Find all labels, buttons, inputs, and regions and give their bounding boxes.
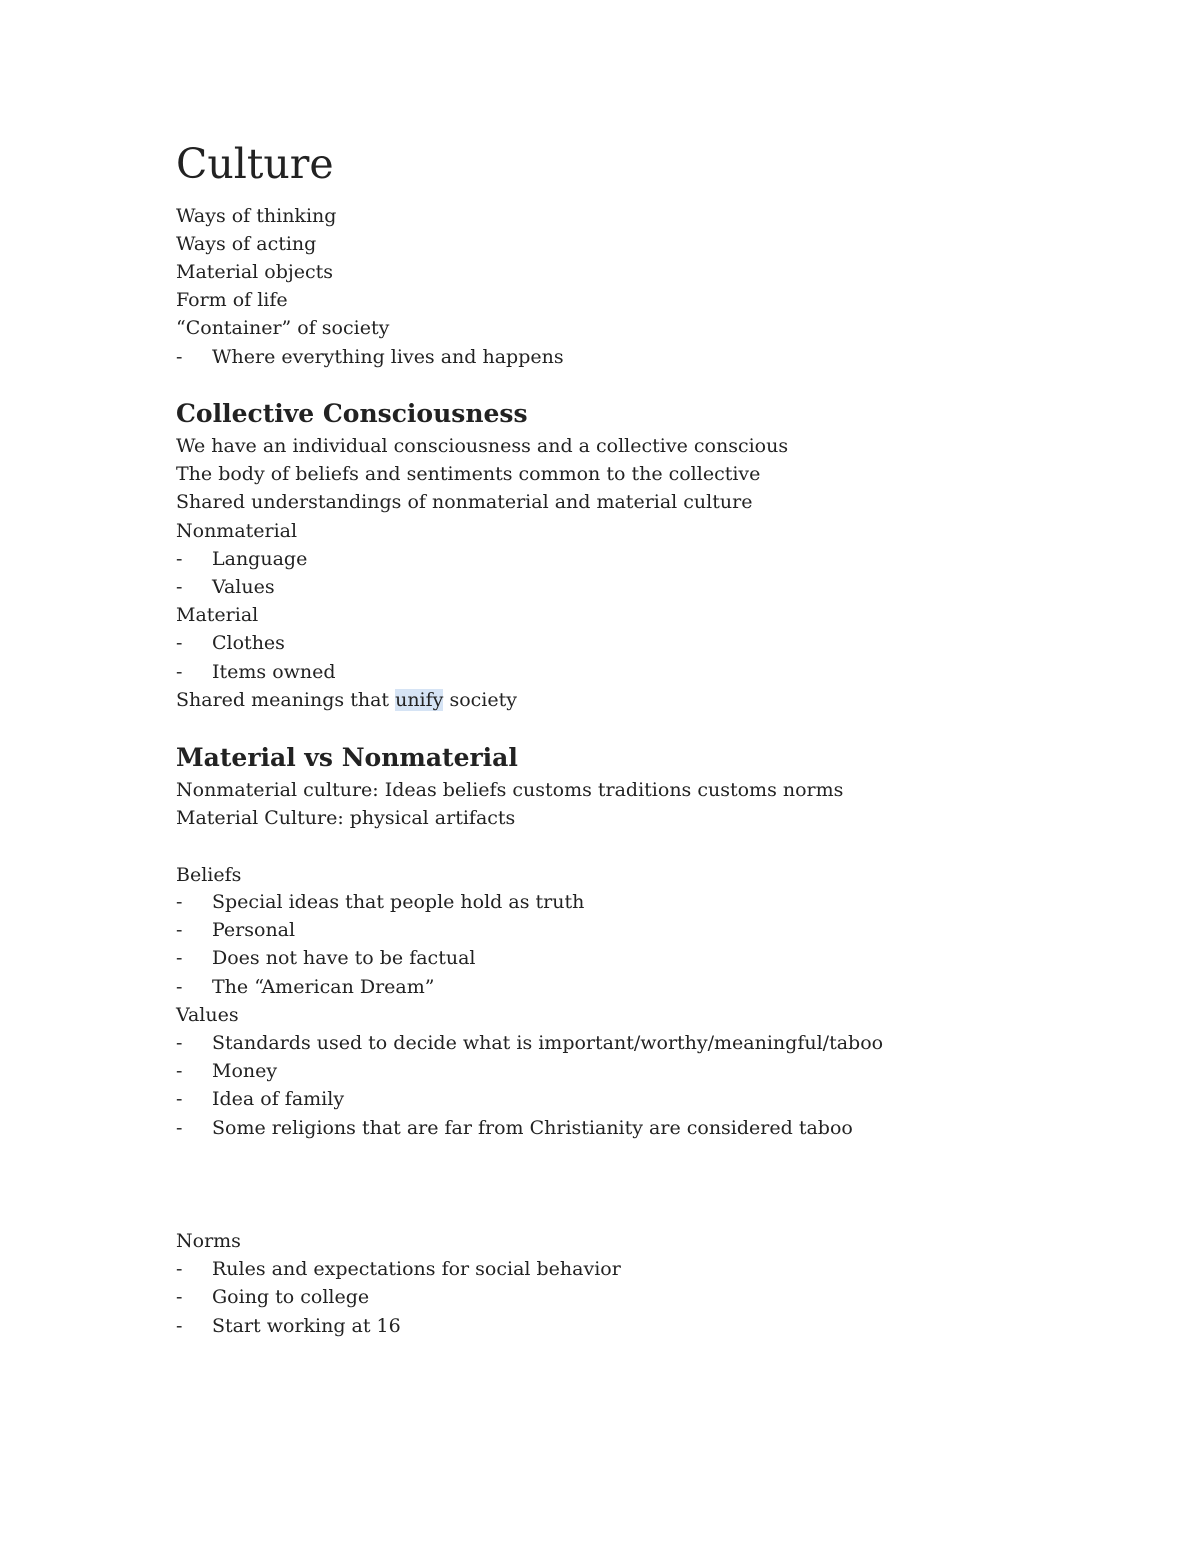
bullet-item bbox=[176, 573, 876, 601]
bullet-item bbox=[176, 629, 876, 657]
bullet-text: Idea of family bbox=[212, 1088, 345, 1110]
bullet-dash: - bbox=[176, 947, 183, 969]
bullet-text: Does not have to be factual bbox=[212, 947, 476, 969]
intro-line: Ways of acting bbox=[176, 233, 317, 255]
bullet-item bbox=[176, 1255, 936, 1283]
bullet-item bbox=[176, 916, 936, 944]
bullet-item bbox=[176, 545, 876, 573]
bullet-text: Standards used to decide what is important/worthy/meaningful/taboo bbox=[212, 1032, 884, 1054]
nonmaterial-label: Nonmaterial bbox=[176, 520, 298, 542]
beliefs-label: Beliefs bbox=[176, 864, 242, 886]
bullet-item bbox=[176, 944, 936, 972]
values-label: Values bbox=[176, 1004, 239, 1026]
bullet-dash: - bbox=[176, 1032, 183, 1054]
bullet-dash: - bbox=[176, 1315, 183, 1337]
bullet-text: Going to college bbox=[212, 1286, 370, 1308]
shared-meanings-after: society bbox=[443, 689, 517, 711]
bullet-text: Where everything lives and happens bbox=[212, 346, 564, 368]
bullet-dash: - bbox=[176, 1088, 183, 1110]
bullet-item bbox=[176, 973, 936, 1001]
bullet-text: Start working at 16 bbox=[212, 1315, 401, 1337]
bullet-item bbox=[176, 888, 936, 916]
bullet-text: Language bbox=[212, 548, 308, 570]
intro-line: Ways of thinking bbox=[176, 205, 337, 227]
bullet-item bbox=[176, 1029, 1076, 1057]
bullet-dash: - bbox=[176, 1286, 183, 1308]
section-heading-collective: Collective Consciousness bbox=[176, 399, 528, 428]
bullet-item bbox=[176, 1057, 1076, 1085]
document-title: Culture bbox=[176, 140, 334, 188]
shared-meanings-line bbox=[176, 686, 517, 714]
bullet-item bbox=[176, 1312, 936, 1340]
shared-meanings-before: Shared meanings that bbox=[176, 689, 396, 711]
body-line: Material Culture: physical artifacts bbox=[176, 807, 516, 829]
bullet-dash: - bbox=[176, 346, 183, 368]
bullet-dash: - bbox=[176, 1258, 183, 1280]
norms-label: Norms bbox=[176, 1230, 241, 1252]
bullet-text: Rules and expectations for social behavior bbox=[212, 1258, 621, 1280]
highlighted-word[interactable]: unify bbox=[395, 689, 444, 711]
bullet-dash: - bbox=[176, 632, 183, 654]
bullet-dash: - bbox=[176, 891, 183, 913]
intro-line: “Container” of society bbox=[176, 317, 390, 339]
body-line: Shared understandings of nonmaterial and material culture bbox=[176, 491, 753, 513]
bullet-text: Some religions that are far from Christianity are considered taboo bbox=[212, 1117, 853, 1139]
bullet-dash: - bbox=[176, 1060, 183, 1082]
bullet-text: Money bbox=[212, 1060, 278, 1082]
section-heading-material-vs: Material vs Nonmaterial bbox=[176, 743, 518, 772]
bullet-dash: - bbox=[176, 576, 183, 598]
bullet-dash: - bbox=[176, 548, 183, 570]
intro-line: Material objects bbox=[176, 261, 334, 283]
intro-line: Form of life bbox=[176, 289, 288, 311]
bullet-item bbox=[176, 1114, 1076, 1142]
bullet-text: Values bbox=[212, 576, 275, 598]
bullet-text: Items owned bbox=[212, 661, 336, 683]
bullet-item bbox=[176, 343, 876, 371]
body-line: The body of beliefs and sentiments common to the collective bbox=[176, 463, 761, 485]
body-line: Nonmaterial culture: Ideas beliefs customs traditions customs norms bbox=[176, 779, 844, 801]
bullet-text: The “American Dream” bbox=[212, 976, 435, 998]
bullet-text: Special ideas that people hold as truth bbox=[212, 891, 585, 913]
body-line: We have an individual consciousness and a collective conscious bbox=[176, 435, 789, 457]
bullet-item bbox=[176, 1283, 936, 1311]
bullet-dash: - bbox=[176, 976, 183, 998]
bullet-text: Personal bbox=[212, 919, 296, 941]
bullet-item bbox=[176, 658, 876, 686]
material-label: Material bbox=[176, 604, 259, 626]
bullet-dash: - bbox=[176, 661, 183, 683]
bullet-dash: - bbox=[176, 919, 183, 941]
bullet-text: Clothes bbox=[212, 632, 285, 654]
bullet-item bbox=[176, 1085, 1076, 1113]
bullet-dash: - bbox=[176, 1117, 183, 1139]
